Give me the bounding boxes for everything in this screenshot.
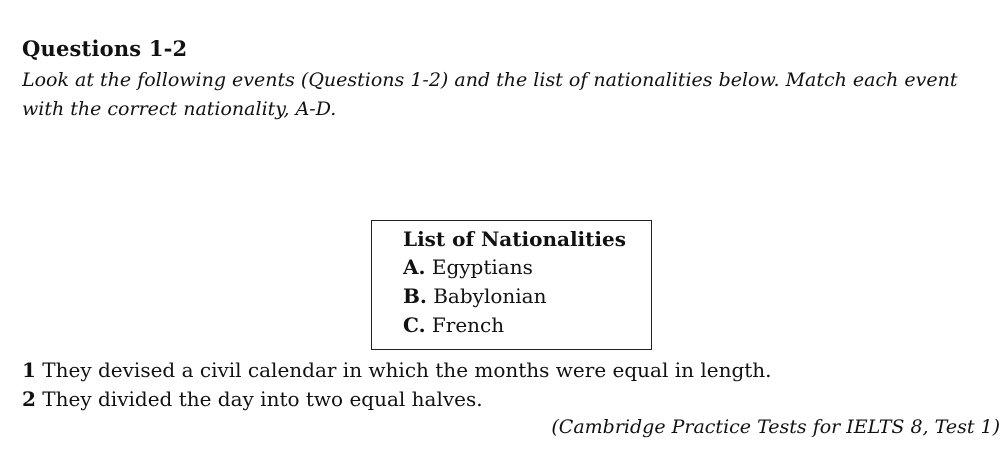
question-text: They devised a civil calendar in which the months were equal in length.: [42, 358, 772, 382]
question-number: 1: [22, 358, 36, 382]
option-text: Babylonian: [433, 284, 547, 308]
nationality-option-c: [403, 311, 651, 340]
nationality-option-b: [403, 282, 651, 311]
option-text: French: [431, 313, 505, 337]
questions-heading: Questions 1-2: [22, 36, 188, 61]
option-letter: A.: [403, 255, 426, 279]
option-text: Egyptians: [431, 255, 533, 279]
option-letter: C.: [403, 313, 426, 337]
option-letter: B.: [403, 284, 427, 308]
question-2: [22, 385, 772, 414]
instructions-text: Look at the following events (Questions 1-2) and the list of nationalities below. Match each event with the correct nationality, A-D.: [22, 69, 958, 120]
nationalities-list-box: [371, 220, 652, 350]
questions-list: [22, 356, 772, 414]
question-number: 2: [22, 387, 36, 411]
question-1: [22, 356, 772, 385]
question-text: They divided the day into two equal halves.: [42, 387, 483, 411]
nationality-option-a: [403, 253, 651, 282]
nationalities-list-title: List of Nationalities: [403, 227, 626, 251]
source-citation: (Cambridge Practice Tests for IELTS 8, Test 1): [551, 416, 1000, 438]
